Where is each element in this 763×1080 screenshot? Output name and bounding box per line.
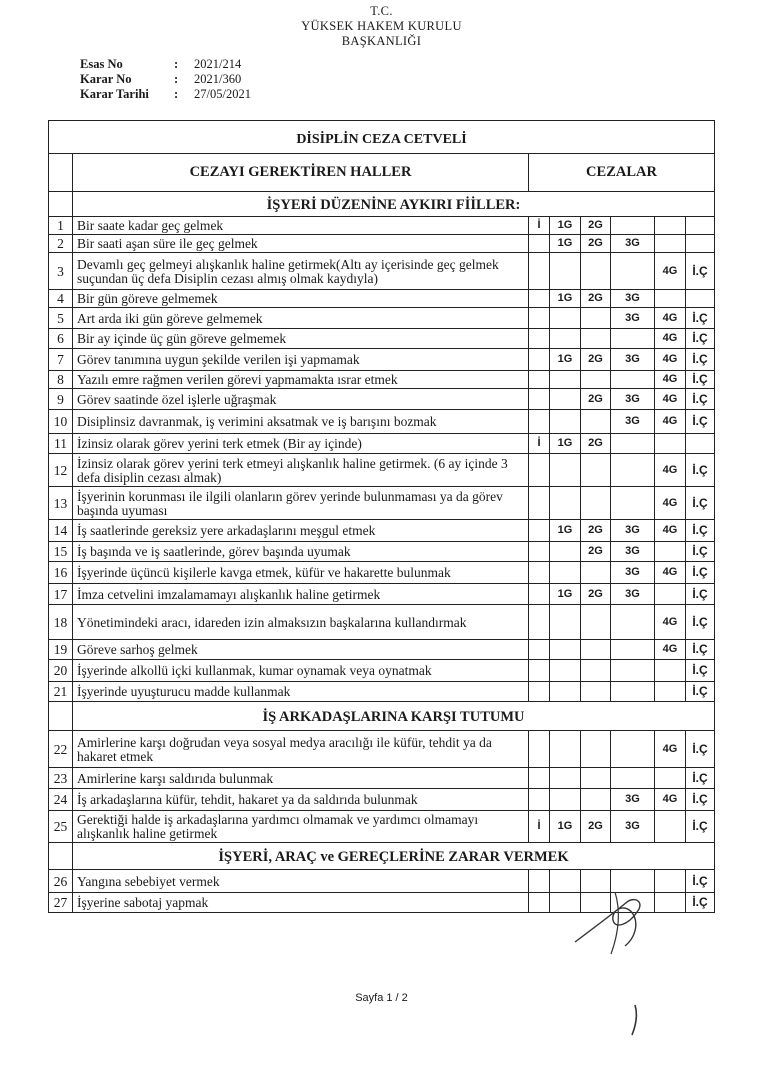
table-title: DİSİPLİN CEZA CETVELİ [49, 121, 715, 154]
penalty-cell [550, 660, 581, 682]
penalty-cell: İ.Ç [686, 731, 715, 768]
penalty-cell [581, 562, 611, 584]
penalty-cell: İ.Ç [686, 584, 715, 605]
penalty-cell [529, 520, 550, 542]
penalty-cell [611, 217, 655, 235]
row-number: 2 [49, 235, 73, 253]
penalty-cell [529, 349, 550, 371]
row-number: 21 [49, 682, 73, 702]
penalty-cell [611, 454, 655, 487]
penalty-cell: İ.Ç [686, 768, 715, 789]
meta-value: 27/05/2021 [194, 87, 251, 101]
row-description: Art arda iki gün göreve gelmemek [73, 308, 529, 329]
penalty-cell [655, 217, 686, 235]
penalty-cell [686, 290, 715, 308]
row-description: İşyerinde üçüncü kişilerle kavga etmek, küfür ve hakarette bulunmak [73, 562, 529, 584]
meta-row-karar: Karar No : 2021/360 [80, 72, 242, 86]
row-description: İşyerinde uyuşturucu madde kullanmak [73, 682, 529, 702]
penalty-cell: İ.Ç [686, 454, 715, 487]
meta-key: Karar No [80, 72, 132, 86]
penalty-cell [655, 811, 686, 843]
penalty-cell [529, 605, 550, 640]
penalty-cell: 4G [655, 562, 686, 584]
table-row [49, 253, 715, 290]
margin-mark [620, 1000, 660, 1040]
penalty-cell: 3G [611, 410, 655, 434]
section-header-row [49, 192, 715, 217]
table-row [49, 768, 715, 789]
row-description: Disiplinsiz davranmak, iş verimini aksatmak ve iş barışını bozmak [73, 410, 529, 434]
penalty-cell: 3G [611, 520, 655, 542]
penalty-cell: 1G [550, 290, 581, 308]
penalty-cell: 4G [655, 520, 686, 542]
penalty-cell: İ.Ç [686, 487, 715, 520]
penalty-cell: 2G [581, 542, 611, 562]
penalty-cell [581, 253, 611, 290]
table-row [49, 682, 715, 702]
penalty-cell [550, 640, 581, 660]
row-number: 14 [49, 520, 73, 542]
penalty-cell: İ.Ç [686, 562, 715, 584]
penalty-cell [550, 454, 581, 487]
table-row [49, 454, 715, 487]
penalty-cell [655, 682, 686, 702]
penalty-cell [529, 389, 550, 410]
penalty-cell [611, 371, 655, 389]
penalty-cell: 1G [550, 434, 581, 454]
section-header-row [49, 702, 715, 731]
row-description: Amirlerine karşı saldırıda bulunmak [73, 768, 529, 789]
penalty-cell [581, 454, 611, 487]
penalty-cell [581, 308, 611, 329]
penalty-cell [611, 682, 655, 702]
penalty-cell [581, 371, 611, 389]
row-number: 23 [49, 768, 73, 789]
penalty-cell [611, 329, 655, 349]
penalty-cell [655, 768, 686, 789]
row-description: İşyerinde alkollü içki kullanmak, kumar oynamak veya oynatmak [73, 660, 529, 682]
penalty-cell: 4G [655, 329, 686, 349]
penalty-cell [550, 371, 581, 389]
penalty-cell: 1G [550, 235, 581, 253]
document-header [0, 4, 763, 49]
row-number: 10 [49, 410, 73, 434]
row-description: İş arkadaşlarına küfür, tehdit, hakaret ya da saldırıda bulunmak [73, 789, 529, 811]
penalty-cell [611, 253, 655, 290]
table-row [49, 520, 715, 542]
row-description: Bir gün göreve gelmemek [73, 290, 529, 308]
blank-header-cell [49, 154, 73, 192]
table-row [49, 434, 715, 454]
case-meta [80, 57, 251, 102]
penalty-cell: 1G [550, 349, 581, 371]
penalty-cell [529, 308, 550, 329]
penalty-cell: 3G [611, 349, 655, 371]
penalty-cell [529, 640, 550, 660]
penalty-cell: İ.Ç [686, 371, 715, 389]
meta-key: Karar Tarihi [80, 87, 149, 101]
row-description: Gerektiği halde iş arkadaşlarına yardımcı olmamak ve yardımcı olmamayı alışkanlık haline getirmek [73, 811, 529, 843]
table-row [49, 605, 715, 640]
penalty-cell [550, 329, 581, 349]
row-description: Devamlı geç gelmeyi alışkanlık haline getirmek(Altı ay içerisinde geç gelmek suçundan üç defa Disiplin cezası almış olmak kaydıyla) [73, 253, 529, 290]
penalty-cell [550, 487, 581, 520]
row-number: 17 [49, 584, 73, 605]
column-header-cases: CEZAYI GEREKTİREN HALLER [73, 154, 529, 192]
section-blank-cell [49, 843, 73, 870]
penalty-cell: 2G [581, 434, 611, 454]
penalty-cell: 3G [611, 235, 655, 253]
row-number: 15 [49, 542, 73, 562]
penalty-cell: 3G [611, 584, 655, 605]
penalty-cell: 3G [611, 389, 655, 410]
meta-row-esas: Esas No : 2021/214 [80, 57, 242, 71]
penalty-cell [550, 789, 581, 811]
penalty-cell: 2G [581, 349, 611, 371]
section-header-row [49, 843, 715, 870]
row-description: İzinsiz olarak görev yerini terk etmeyi alışkanlık haline getirmek. (6 ay içinde 3 defa disiplin cezası almak) [73, 454, 529, 487]
penalty-cell: İ.Ç [686, 308, 715, 329]
penalty-cell: 2G [581, 811, 611, 843]
penalty-cell [655, 542, 686, 562]
table-row [49, 308, 715, 329]
row-number: 7 [49, 349, 73, 371]
penalty-cell: 2G [581, 235, 611, 253]
penalty-cell [529, 768, 550, 789]
table-row [49, 731, 715, 768]
row-description: Görev saatinde özel işlerle uğraşmak [73, 389, 529, 410]
penalty-cell [529, 870, 550, 893]
penalty-cell: 4G [655, 308, 686, 329]
section-title: İŞ ARKADAŞLARINA KARŞI TUTUMU [73, 702, 715, 731]
penalty-cell [550, 542, 581, 562]
penalty-cell: 4G [655, 487, 686, 520]
penalty-cell [611, 487, 655, 520]
row-description: Bir saati aşan süre ile geç gelmek [73, 235, 529, 253]
penalty-cell: 4G [655, 605, 686, 640]
page-footer: Sayfa 1 / 2 [355, 992, 408, 1004]
penalty-cell [581, 487, 611, 520]
penalty-cell [529, 290, 550, 308]
section-title: İŞYERİ DÜZENİNE AYKIRI FİİLLER: [73, 192, 715, 217]
row-number: 8 [49, 371, 73, 389]
row-number: 16 [49, 562, 73, 584]
penalty-cell: 2G [581, 584, 611, 605]
penalty-cell [581, 789, 611, 811]
row-number: 26 [49, 870, 73, 893]
penalty-cell: İ.Ç [686, 811, 715, 843]
penalty-cell: 1G [550, 520, 581, 542]
penalty-cell: İ.Ç [686, 605, 715, 640]
penalty-cell [529, 235, 550, 253]
row-description: Yönetimindeki aracı, idareden izin almaksızın başkalarına kullandırmak [73, 605, 529, 640]
penalty-cell [581, 329, 611, 349]
penalty-cell [655, 290, 686, 308]
penalty-cell [529, 893, 550, 913]
row-description: İmza cetvelini imzalamamayı alışkanlık haline getirmek [73, 584, 529, 605]
penalty-cell: 1G [550, 217, 581, 235]
penalty-cell [581, 682, 611, 702]
penalty-cell: 3G [611, 290, 655, 308]
penalty-cell: İ.Ç [686, 682, 715, 702]
table-row [49, 811, 715, 843]
header-line-2: YÜKSEK HAKEM KURULU [301, 19, 462, 33]
row-description: Görev tanımına uygun şekilde verilen işi yapmamak [73, 349, 529, 371]
penalty-cell: 4G [655, 253, 686, 290]
penalty-cell [529, 584, 550, 605]
penalty-cell: 2G [581, 520, 611, 542]
row-description: İş başında ve iş saatlerinde, görev başında uyumak [73, 542, 529, 562]
penalty-cell [529, 410, 550, 434]
penalty-cell [529, 371, 550, 389]
penalty-cell [529, 789, 550, 811]
column-header-row [49, 154, 715, 192]
penalty-cell [529, 562, 550, 584]
penalty-cell [611, 640, 655, 660]
table-row [49, 235, 715, 253]
table-row [49, 410, 715, 434]
penalty-cell [550, 410, 581, 434]
row-description: İşyerinin korunması ile ilgili olanların görev yerinde bulunmaması ya da görev başında uyuması [73, 487, 529, 520]
penalty-cell [655, 235, 686, 253]
penalty-cell: İ [529, 434, 550, 454]
penalty-cell [529, 542, 550, 562]
penalty-cell [655, 584, 686, 605]
table-row [49, 487, 715, 520]
row-description: Yangına sebebiyet vermek [73, 870, 529, 893]
penalty-cell: 3G [611, 542, 655, 562]
section-title: İŞYERİ, ARAÇ ve GEREÇLERİNE ZARAR VERMEK [73, 843, 715, 870]
row-description: Bir ay içinde üç gün göreve gelmemek [73, 329, 529, 349]
row-description: Yazılı emre rağmen verilen görevi yapmamakta ısrar etmek [73, 371, 529, 389]
penalty-cell [686, 217, 715, 235]
penalty-cell: İ.Ç [686, 542, 715, 562]
row-number: 12 [49, 454, 73, 487]
meta-key: Esas No [80, 57, 123, 71]
penalty-cell [581, 660, 611, 682]
penalty-cell: 4G [655, 410, 686, 434]
penalty-cell: 2G [581, 217, 611, 235]
meta-row-tarih: Karar Tarihi : 27/05/2021 [80, 87, 251, 101]
penalty-cell [550, 253, 581, 290]
penalty-cell: İ.Ç [686, 389, 715, 410]
penalty-table-wrap [48, 120, 714, 913]
penalty-cell [581, 768, 611, 789]
row-number: 18 [49, 605, 73, 640]
penalty-cell [611, 731, 655, 768]
penalty-cell: 3G [611, 562, 655, 584]
column-header-penalties: CEZALAR [529, 154, 715, 192]
penalty-cell [581, 410, 611, 434]
row-number: 1 [49, 217, 73, 235]
penalty-cell: 3G [611, 811, 655, 843]
penalty-cell: İ.Ç [686, 870, 715, 893]
table-row [49, 290, 715, 308]
header-line-1: T.C. [370, 4, 393, 18]
penalty-cell [550, 389, 581, 410]
penalty-cell: İ.Ç [686, 410, 715, 434]
penalty-cell [686, 235, 715, 253]
table-title-row [49, 121, 715, 154]
penalty-cell: 3G [611, 308, 655, 329]
row-number: 24 [49, 789, 73, 811]
penalty-cell [550, 731, 581, 768]
meta-value: 2021/360 [194, 72, 242, 86]
row-number: 25 [49, 811, 73, 843]
penalty-cell [686, 434, 715, 454]
penalty-cell [529, 253, 550, 290]
penalty-cell: İ.Ç [686, 253, 715, 290]
penalty-cell [611, 605, 655, 640]
penalty-table [48, 120, 715, 913]
penalty-cell [611, 768, 655, 789]
row-number: 4 [49, 290, 73, 308]
signature-mark [555, 872, 665, 962]
penalty-cell: 1G [550, 584, 581, 605]
penalty-cell: 4G [655, 789, 686, 811]
row-number: 22 [49, 731, 73, 768]
row-number: 9 [49, 389, 73, 410]
penalty-cell [529, 329, 550, 349]
penalty-cell [550, 682, 581, 702]
table-row [49, 640, 715, 660]
penalty-cell: İ.Ç [686, 520, 715, 542]
row-description: Bir saate kadar geç gelmek [73, 217, 529, 235]
penalty-cell [529, 731, 550, 768]
penalty-cell [550, 768, 581, 789]
penalty-cell [581, 640, 611, 660]
row-description: İzinsiz olarak görev yerini terk etmek (Bir ay içinde) [73, 434, 529, 454]
table-row [49, 389, 715, 410]
penalty-cell: 4G [655, 731, 686, 768]
table-row [49, 349, 715, 371]
penalty-cell [581, 605, 611, 640]
row-number: 27 [49, 893, 73, 913]
penalty-cell: 2G [581, 290, 611, 308]
penalty-cell: İ [529, 217, 550, 235]
penalty-cell: 4G [655, 454, 686, 487]
penalty-cell [611, 660, 655, 682]
penalty-cell: İ.Ç [686, 893, 715, 913]
penalty-cell: İ.Ç [686, 349, 715, 371]
penalty-cell [550, 308, 581, 329]
section-blank-cell [49, 702, 73, 731]
penalty-cell: İ [529, 811, 550, 843]
row-description: İşyerine sabotaj yapmak [73, 893, 529, 913]
penalty-cell [581, 731, 611, 768]
section-blank-cell [49, 192, 73, 217]
header-line-3: BAŞKANLIĞI [341, 34, 422, 48]
row-number: 19 [49, 640, 73, 660]
row-description: Amirlerine karşı doğrudan veya sosyal medya aracılığı ile küfür, tehdit ya da hakaret etmek [73, 731, 529, 768]
penalty-cell: 1G [550, 811, 581, 843]
penalty-cell: 4G [655, 371, 686, 389]
penalty-cell [529, 682, 550, 702]
table-row [49, 329, 715, 349]
penalty-cell: İ.Ç [686, 789, 715, 811]
row-description: İş saatlerinde gereksiz yere arkadaşlarını meşgul etmek [73, 520, 529, 542]
penalty-cell: İ.Ç [686, 329, 715, 349]
penalty-cell [655, 434, 686, 454]
penalty-cell: 4G [655, 389, 686, 410]
table-row [49, 584, 715, 605]
row-number: 3 [49, 253, 73, 290]
table-row [49, 562, 715, 584]
penalty-cell: 4G [655, 349, 686, 371]
row-number: 5 [49, 308, 73, 329]
table-row [49, 660, 715, 682]
penalty-cell [529, 660, 550, 682]
meta-value: 2021/214 [194, 57, 242, 71]
table-row [49, 789, 715, 811]
penalty-cell [655, 660, 686, 682]
penalty-cell [550, 562, 581, 584]
penalty-cell: İ.Ç [686, 660, 715, 682]
row-number: 6 [49, 329, 73, 349]
penalty-cell: 3G [611, 789, 655, 811]
row-number: 20 [49, 660, 73, 682]
table-row [49, 217, 715, 235]
penalty-cell [611, 434, 655, 454]
penalty-cell: 4G [655, 640, 686, 660]
table-row [49, 371, 715, 389]
table-row [49, 542, 715, 562]
penalty-cell: İ.Ç [686, 640, 715, 660]
penalty-cell: 2G [581, 389, 611, 410]
row-number: 11 [49, 434, 73, 454]
penalty-cell [550, 605, 581, 640]
row-description: Göreve sarhoş gelmek [73, 640, 529, 660]
penalty-cell [529, 454, 550, 487]
row-number: 13 [49, 487, 73, 520]
penalty-cell [529, 487, 550, 520]
